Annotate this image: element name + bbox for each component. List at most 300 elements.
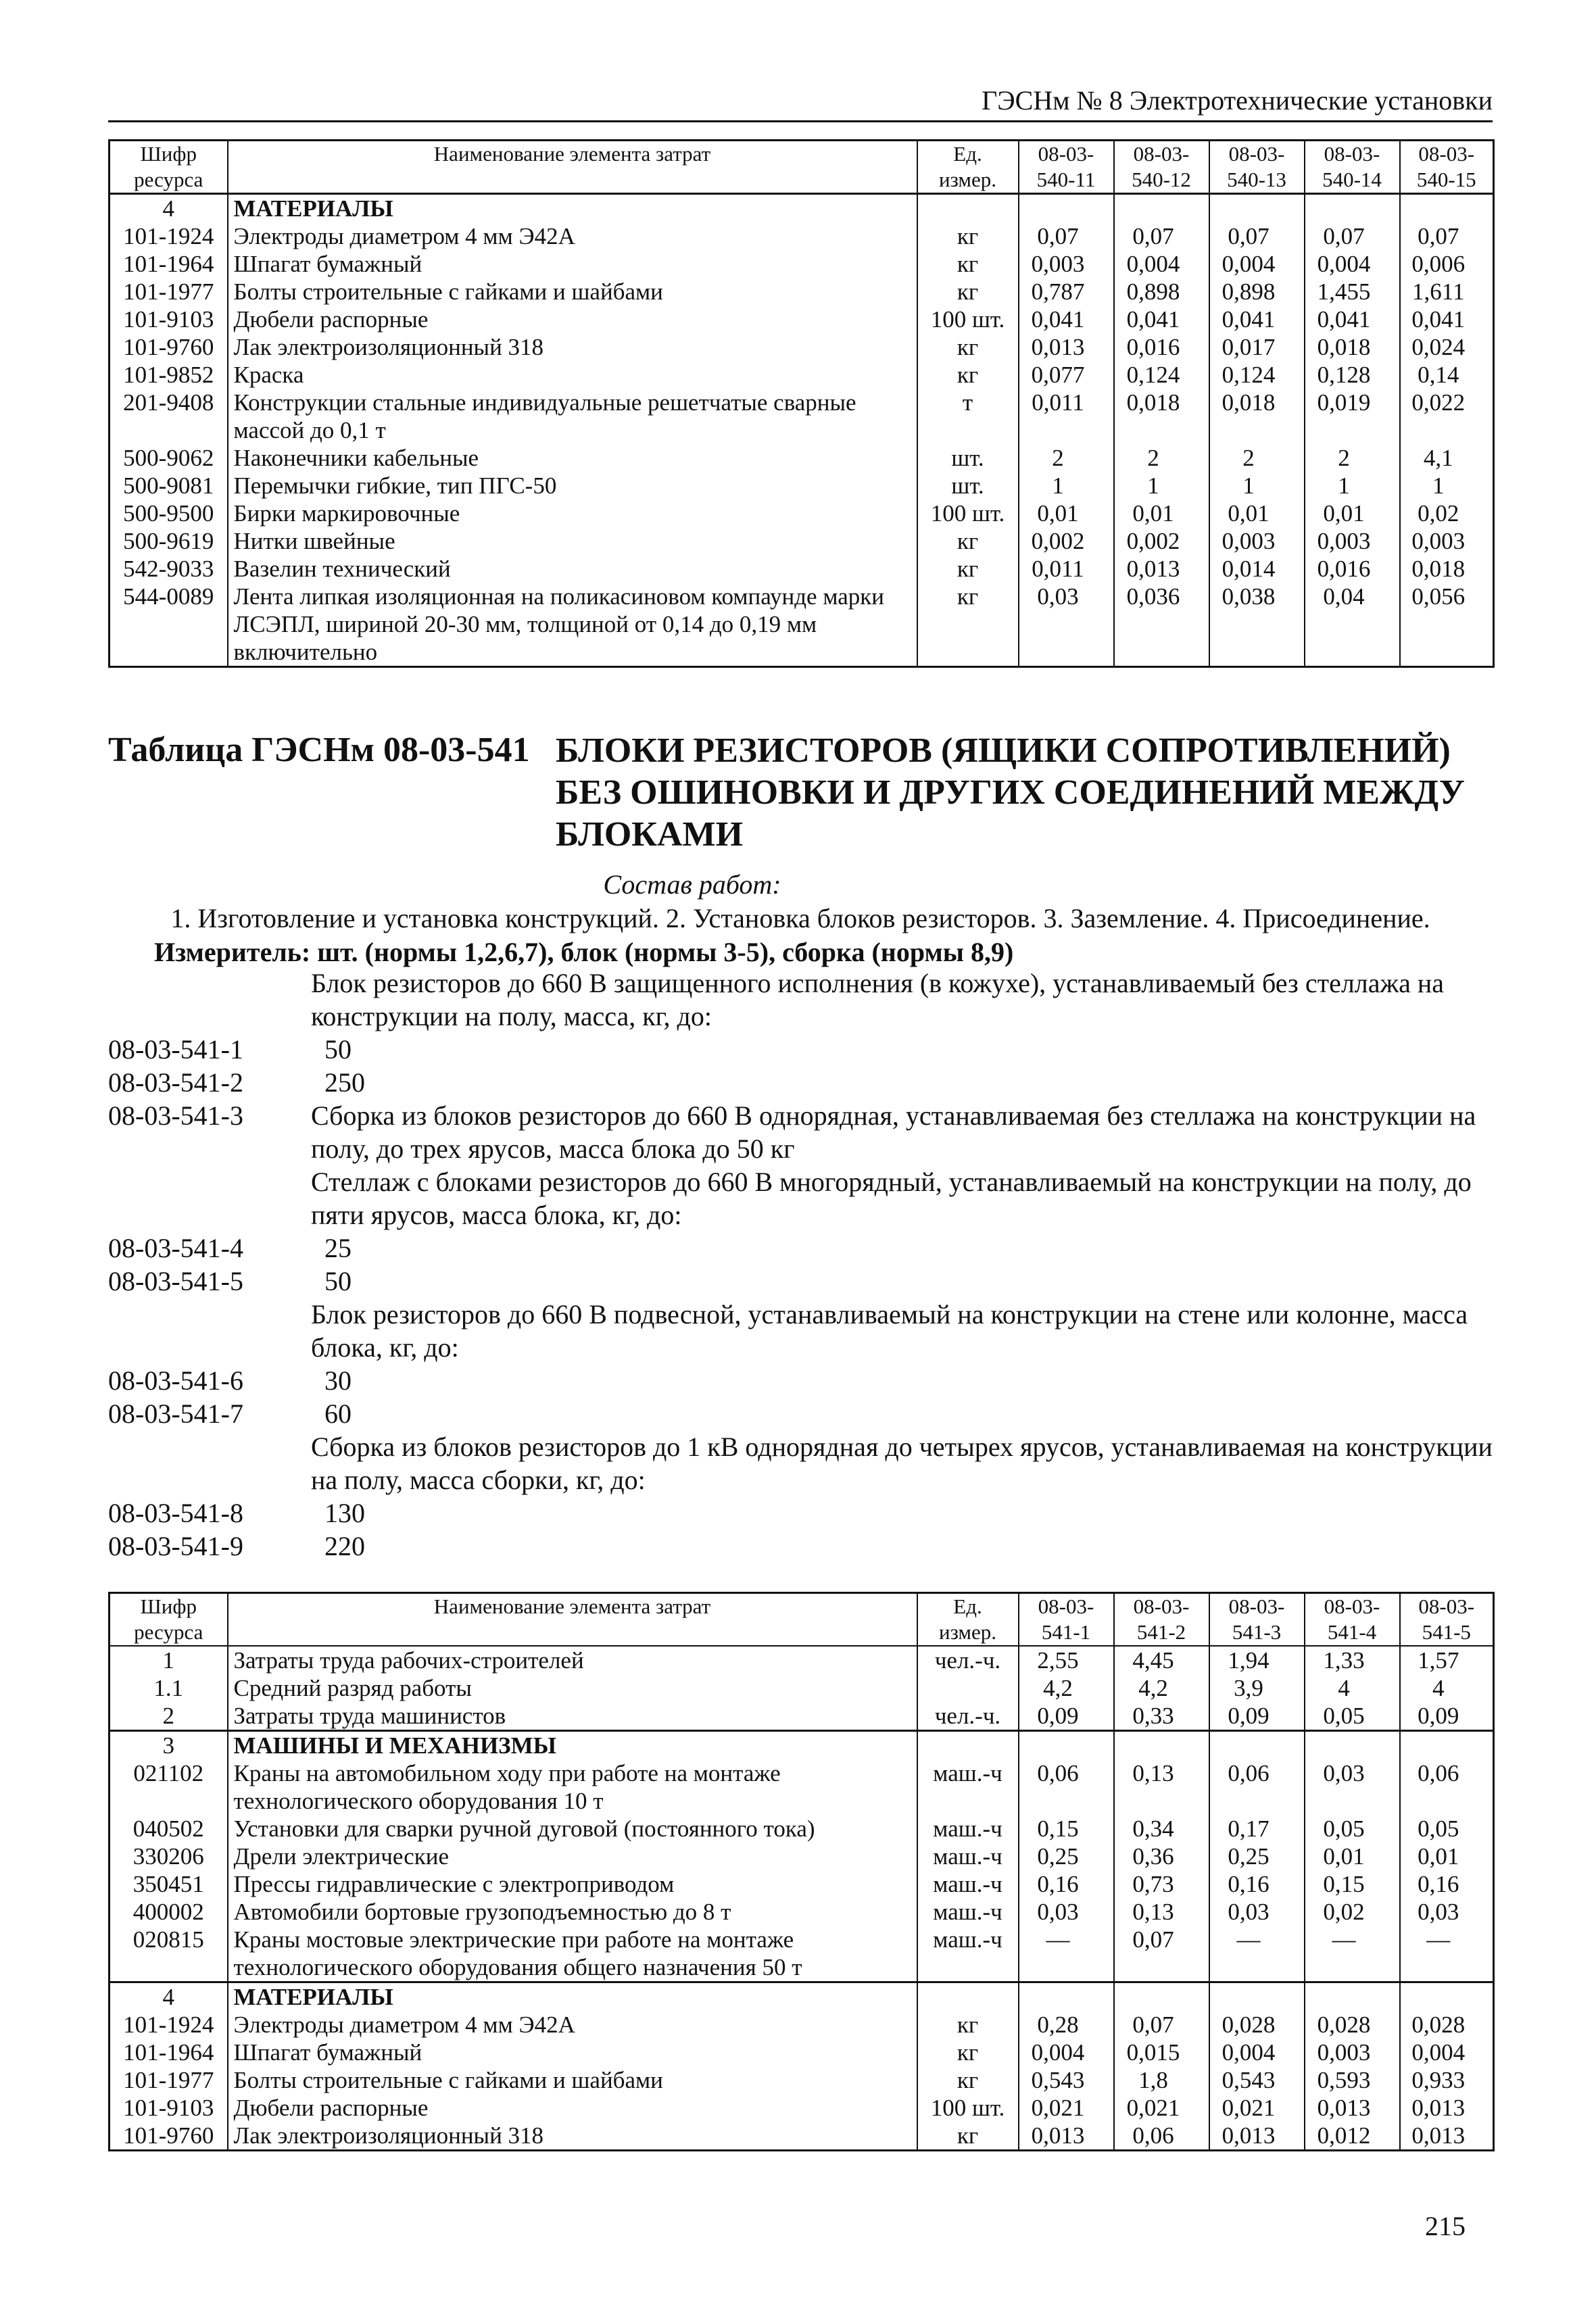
resource-value-text: 1 <box>1242 472 1255 499</box>
resource-value <box>1114 361 1209 389</box>
resource-code: 101-1924 <box>110 222 228 250</box>
resource-value-text: 0,25 <box>1228 1843 1269 1870</box>
resource-value-text: 0,003 <box>1317 528 1371 554</box>
resource-value <box>1209 333 1305 361</box>
norm-text: 130 <box>324 1498 365 1528</box>
resource-value-text: 0,73 <box>1132 1871 1174 1897</box>
resource-value-text: 0,07 <box>1132 2012 1174 2038</box>
resource-code: 101-1977 <box>110 2066 228 2094</box>
resource-value <box>1400 2066 1494 2094</box>
resource-value <box>1305 1646 1400 1674</box>
resource-unit: маш.-ч <box>917 1815 1019 1843</box>
resource-unit: кг <box>917 2122 1019 2151</box>
resource-value-text: 0,041 <box>1317 306 1371 333</box>
resource-value <box>1400 1926 1494 1982</box>
resource-value-text: 0,03 <box>1228 1899 1269 1925</box>
resource-value-text: 0,056 <box>1411 583 1466 610</box>
resource-value-text: 0,15 <box>1037 1816 1079 1842</box>
resource-value-text: 0,01 <box>1418 1843 1459 1870</box>
resource-value <box>1019 389 1114 444</box>
resource-unit: чел.-ч. <box>917 1702 1019 1731</box>
resource-value-text: 0,124 <box>1126 362 1180 388</box>
empty-cell <box>1305 1731 1400 1760</box>
resource-value <box>1019 527 1114 555</box>
resource-code: 500-9500 <box>110 499 228 527</box>
resource-unit: кг <box>917 222 1019 250</box>
norm-text: 220 <box>324 1531 365 1561</box>
resource-unit: кг <box>917 583 1019 667</box>
resource-unit: 100 шт. <box>917 499 1019 527</box>
norm-code: 08-03-541-8 <box>108 1498 243 1528</box>
table-row <box>110 583 1494 667</box>
table-row <box>110 1674 1494 1702</box>
resource-value-text: 0,036 <box>1126 583 1180 610</box>
norm-text: Сборка из блоков резисторов до 1 кВ однорядная до четырех ярусов, устанавливаемая на конструкции на полу, масса сборки, кг, до: <box>311 1432 1493 1495</box>
resource-value <box>1400 1674 1494 1702</box>
resource-value-text: 0,022 <box>1411 389 1466 416</box>
section-row <box>110 1731 1494 1760</box>
resource-value-text: 0,02 <box>1323 1899 1365 1925</box>
norm-code: 08-03-541-1 <box>108 1034 243 1065</box>
resource-value-text: 0,07 <box>1037 223 1079 249</box>
empty-cell <box>1019 1982 1114 2012</box>
resource-value-text: 0,004 <box>1222 2039 1276 2066</box>
resource-code: 101-1964 <box>110 250 228 278</box>
table-row <box>110 1702 1494 1731</box>
norm-text: 60 <box>324 1398 352 1429</box>
resource-code: 101-9103 <box>110 2094 228 2122</box>
resource-value-text: 0,16 <box>1228 1871 1269 1897</box>
column-header-norm: 08-03-540-12 <box>1114 141 1209 194</box>
table-row <box>110 555 1494 583</box>
resource-unit: кг <box>917 250 1019 278</box>
resource-value-text: 4 <box>1338 1675 1350 1701</box>
resource-value <box>1019 499 1114 527</box>
resource-value-text: 0,06 <box>1418 1760 1459 1786</box>
resource-code: 101-9103 <box>110 306 228 333</box>
resource-value-text: 0,011 <box>1032 389 1084 416</box>
resource-value <box>1209 555 1305 583</box>
section-row <box>110 194 1494 223</box>
resource-value <box>1400 555 1494 583</box>
resource-value <box>1305 1702 1400 1731</box>
resource-code: 350451 <box>110 1870 228 1898</box>
resource-value <box>1019 1674 1114 1702</box>
resource-value <box>1209 1926 1305 1982</box>
table-title: БЛОКИ РЕЗИСТОРОВ (ЯЩИКИ СОПРОТИВЛЕНИЙ) БЕЗ ОШИНОВКИ И ДРУГИХ СОЕДИНЕНИЙ МЕЖДУ БЛОКАМИ <box>556 731 1465 854</box>
resource-value-text: 0,07 <box>1132 1926 1174 1953</box>
resource-value <box>1400 2011 1494 2039</box>
resource-value <box>1400 1702 1494 1731</box>
resource-value <box>1209 1898 1305 1926</box>
table-row <box>110 499 1494 527</box>
resource-value-text: 0,03 <box>1037 1899 1079 1925</box>
resource-value <box>1209 1815 1305 1843</box>
resource-value <box>1400 2122 1494 2151</box>
norms-list <box>108 967 1493 1563</box>
resource-code: 500-9062 <box>110 444 228 472</box>
resource-code: 1 <box>110 1646 228 1674</box>
resource-value-text: 0,017 <box>1222 334 1276 360</box>
resource-value-text: 0,021 <box>1222 2095 1276 2121</box>
resource-value <box>1114 1926 1209 1982</box>
resource-value <box>1209 250 1305 278</box>
resource-value <box>1114 306 1209 333</box>
composition-title: Состав работ: <box>603 869 781 900</box>
resource-value <box>1400 2094 1494 2122</box>
resource-value <box>1305 1815 1400 1843</box>
resource-name: Дюбели распорные <box>228 306 917 333</box>
resource-value-text: 0,004 <box>1126 251 1180 277</box>
resource-unit: т <box>917 389 1019 444</box>
resource-value-text: 0,03 <box>1323 1760 1365 1786</box>
resource-value <box>1305 2094 1400 2122</box>
resource-value <box>1019 583 1114 667</box>
resource-unit: чел.-ч. <box>917 1646 1019 1674</box>
resource-value-text: 0,124 <box>1222 362 1276 388</box>
resource-table-540 <box>108 139 1495 668</box>
resource-value-text: 1,455 <box>1317 278 1371 305</box>
table-row <box>110 527 1494 555</box>
resource-value <box>1114 583 1209 667</box>
resource-value <box>1209 1646 1305 1674</box>
norm-text: 25 <box>324 1233 352 1263</box>
resource-value <box>1305 1674 1400 1702</box>
resource-value-text: 0,013 <box>1031 334 1085 360</box>
resource-value <box>1400 1843 1494 1870</box>
resource-value-text: 0,16 <box>1418 1871 1459 1897</box>
table-row <box>110 2094 1494 2122</box>
resource-value <box>1114 2011 1209 2039</box>
resource-value-text: 0,003 <box>1411 528 1466 554</box>
resource-value <box>1019 2039 1114 2066</box>
table-row <box>110 2122 1494 2151</box>
resource-value-text: 0,02 <box>1418 500 1459 527</box>
resource-value-text: 0,33 <box>1132 1703 1174 1729</box>
resource-value-text: 0,543 <box>1222 2067 1276 2093</box>
resource-value-text: 0,01 <box>1323 500 1365 527</box>
resource-value <box>1305 278 1400 306</box>
resource-value-text: 2 <box>1052 445 1064 471</box>
resource-value-text: 0,013 <box>1411 2122 1466 2149</box>
resource-value <box>1019 222 1114 250</box>
resource-name: Болты строительные с гайками и шайбами <box>228 2066 917 2094</box>
resource-value-text: 0,019 <box>1317 389 1371 416</box>
resource-value-text: 0,09 <box>1418 1703 1459 1729</box>
resource-name: Бирки маркировочные <box>228 499 917 527</box>
resource-value-text: 3,9 <box>1234 1675 1263 1701</box>
resource-value <box>1114 1898 1209 1926</box>
resource-value <box>1114 2122 1209 2151</box>
resource-name: Затраты труда машинистов <box>228 1702 917 1731</box>
resource-value <box>1019 1843 1114 1870</box>
norm-code: 08-03-541-9 <box>108 1531 243 1561</box>
resource-value <box>1305 444 1400 472</box>
resource-name: Средний разряд работы <box>228 1674 917 1702</box>
empty-cell <box>1305 1982 1400 2012</box>
resource-value-text: 0,13 <box>1132 1760 1174 1786</box>
resource-value <box>1019 333 1114 361</box>
resource-code: 101-9852 <box>110 361 228 389</box>
resource-value <box>1019 472 1114 499</box>
resource-value <box>1019 1815 1114 1843</box>
resource-name: Лента липкая изоляционная на поликасиновом компаунде марки ЛСЭПЛ, шириной 20-30 мм, толщиной от 0,14 до 0,19 мм включительно <box>228 583 917 667</box>
resource-value <box>1114 499 1209 527</box>
resource-value <box>1019 2066 1114 2094</box>
empty-cell <box>1019 1731 1114 1760</box>
resource-value <box>1305 1843 1400 1870</box>
resource-value <box>1305 2122 1400 2151</box>
resource-value <box>1209 444 1305 472</box>
norm-text: Блок резисторов до 660 В подвесной, устанавливаемый на конструкции на стене или колонне, масса блока, кг, до: <box>311 1299 1468 1363</box>
resource-value-text: 0,07 <box>1418 223 1459 249</box>
resource-value-text: 0,002 <box>1031 528 1085 554</box>
resource-value-text: 0,002 <box>1126 528 1180 554</box>
resource-value <box>1305 306 1400 333</box>
resource-value <box>1305 2066 1400 2094</box>
resource-value <box>1114 1843 1209 1870</box>
running-header <box>108 81 1493 122</box>
resource-value-text: 0,018 <box>1317 334 1371 360</box>
resource-value-text: 0,34 <box>1132 1816 1174 1842</box>
section-code: 3 <box>110 1731 228 1760</box>
resource-value <box>1400 1646 1494 1674</box>
resource-value-text: — <box>1332 1926 1356 1953</box>
empty-cell <box>1209 194 1305 223</box>
resource-value <box>1400 278 1494 306</box>
resource-code: 020815 <box>110 1926 228 1982</box>
norm-text: 250 <box>324 1067 365 1098</box>
resource-name: Перемычки гибкие, тип ПГС-50 <box>228 472 917 499</box>
resource-value <box>1019 2011 1114 2039</box>
resource-value <box>1019 444 1114 472</box>
resource-value-text: 1 <box>1338 472 1350 499</box>
resource-value <box>1209 2094 1305 2122</box>
resource-value <box>1209 1702 1305 1731</box>
resource-value <box>1209 2011 1305 2039</box>
resource-value-text: 0,006 <box>1411 251 1466 277</box>
resource-value-text: 4,2 <box>1043 1675 1073 1701</box>
resource-value-text: 2 <box>1242 445 1255 471</box>
norm-item <box>108 1265 1493 1298</box>
resource-value <box>1114 1646 1209 1674</box>
norm-item <box>108 1397 1493 1430</box>
resource-value <box>1114 222 1209 250</box>
resource-value <box>1400 222 1494 250</box>
resource-value <box>1209 278 1305 306</box>
table-row <box>110 1870 1494 1898</box>
resource-value-text: 0,041 <box>1411 306 1466 333</box>
resource-value <box>1114 333 1209 361</box>
resource-value <box>1019 1898 1114 1926</box>
resource-code: 1.1 <box>110 1674 228 1702</box>
resource-value <box>1114 389 1209 444</box>
resource-unit <box>917 1674 1019 1702</box>
resource-value-text: 1,33 <box>1323 1647 1365 1674</box>
resource-unit: маш.-ч <box>917 1926 1019 1982</box>
column-header-norm: 08-03-541-4 <box>1305 1593 1400 1647</box>
resource-value <box>1114 472 1209 499</box>
resource-value-text: 0,004 <box>1031 2039 1085 2066</box>
resource-value-text: 0,01 <box>1132 500 1174 527</box>
resource-value <box>1400 527 1494 555</box>
resource-value <box>1209 472 1305 499</box>
resource-value-text: 0,01 <box>1037 500 1079 527</box>
resource-value <box>1400 361 1494 389</box>
resource-value <box>1209 583 1305 667</box>
table-row <box>110 306 1494 333</box>
resource-unit: 100 шт. <box>917 2094 1019 2122</box>
section-name: МАТЕРИАЛЫ <box>228 194 917 223</box>
resource-value-text: 0,013 <box>1222 2122 1276 2149</box>
resource-code: 101-1977 <box>110 278 228 306</box>
resource-name: Лак электроизоляционный 318 <box>228 333 917 361</box>
resource-value-text: 0,041 <box>1126 306 1180 333</box>
resource-value <box>1400 444 1494 472</box>
norm-item <box>108 1530 1493 1563</box>
resource-value <box>1114 1759 1209 1815</box>
resource-value-text: 0,038 <box>1222 583 1276 610</box>
resource-value <box>1114 1870 1209 1898</box>
norm-item <box>108 1430 1493 1496</box>
resource-value <box>1019 555 1114 583</box>
resource-value <box>1400 1759 1494 1815</box>
resource-unit: кг <box>917 333 1019 361</box>
norm-text: 30 <box>324 1365 352 1396</box>
resource-value <box>1019 250 1114 278</box>
norm-code <box>108 967 311 1033</box>
norm-code: 08-03-541-4 <box>108 1233 243 1263</box>
resource-value-text: 0,05 <box>1323 1703 1365 1729</box>
resource-value-text: 1,611 <box>1412 278 1465 305</box>
resource-value <box>1019 1702 1114 1731</box>
resource-value-text: 4,1 <box>1423 445 1453 471</box>
resource-name: Краска <box>228 361 917 389</box>
resource-name: Дрели электрические <box>228 1843 917 1870</box>
meter-text: Измеритель: шт. (нормы 1,2,6,7), блок (нормы 3-5), сборка (нормы 8,9) <box>154 937 1014 967</box>
resource-value <box>1114 527 1209 555</box>
norm-text: 50 <box>324 1034 352 1065</box>
norm-item <box>108 1033 1493 1066</box>
resource-value-text: 1 <box>1052 472 1064 499</box>
table-row <box>110 1898 1494 1926</box>
column-header-unit: Ед. измер. <box>917 141 1019 194</box>
resource-value <box>1209 361 1305 389</box>
resource-value-text: 0,041 <box>1031 306 1085 333</box>
resource-value-text: 0,028 <box>1222 2012 1276 2038</box>
resource-value-text: 2,55 <box>1037 1647 1079 1674</box>
resource-value <box>1305 333 1400 361</box>
norm-text: Стеллаж с блоками резисторов до 660 В многорядный, устанавливаемый на конструкции на полу, до пяти ярусов, масса блока, кг, до: <box>311 1167 1472 1230</box>
resource-value-text: 0,018 <box>1411 556 1466 582</box>
table-row <box>110 333 1494 361</box>
resource-value-text: — <box>1236 1926 1261 1953</box>
table-row <box>110 1843 1494 1870</box>
norm-code: 08-03-541-2 <box>108 1067 243 1098</box>
resource-value <box>1209 2039 1305 2066</box>
column-header-code: Шифр ресурса <box>110 141 228 194</box>
norm-item <box>108 1496 1493 1530</box>
resource-value <box>1400 1815 1494 1843</box>
header-row <box>110 141 1494 194</box>
table-row <box>110 361 1494 389</box>
resource-value <box>1114 1815 1209 1843</box>
resource-value <box>1019 1926 1114 1982</box>
resource-unit: маш.-ч <box>917 1843 1019 1870</box>
resource-code: 400002 <box>110 1898 228 1926</box>
resource-value-text: 4,45 <box>1132 1647 1174 1674</box>
resource-value <box>1019 1759 1114 1815</box>
resource-value-text: 0,016 <box>1317 556 1371 582</box>
resource-value-text: 0,15 <box>1323 1871 1365 1897</box>
resource-table-541 <box>108 1592 1495 2151</box>
resource-value <box>1305 1759 1400 1815</box>
resource-value <box>1305 583 1400 667</box>
resource-value <box>1400 250 1494 278</box>
resource-value-text: 0,05 <box>1323 1816 1365 1842</box>
resource-value-text: 0,077 <box>1031 362 1085 388</box>
empty-cell <box>1400 1982 1494 2012</box>
norm-code: 08-03-541-6 <box>108 1365 243 1396</box>
resource-value-text: 0,898 <box>1222 278 1276 305</box>
empty-cell <box>1114 194 1209 223</box>
empty-cell <box>917 1982 1019 2012</box>
resource-code: 330206 <box>110 1843 228 1870</box>
column-header-norm: 08-03-541-5 <box>1400 1593 1494 1647</box>
resource-value <box>1209 499 1305 527</box>
resource-value-text: 0,041 <box>1222 306 1276 333</box>
table-row <box>110 2066 1494 2094</box>
resource-unit: маш.-ч <box>917 1898 1019 1926</box>
resource-value <box>1400 1870 1494 1898</box>
resource-value-text: 0,17 <box>1228 1816 1269 1842</box>
resource-value-text: 0,06 <box>1228 1760 1269 1786</box>
resource-unit: маш.-ч <box>917 1870 1019 1898</box>
resource-code: 101-9760 <box>110 333 228 361</box>
resource-code: 201-9408 <box>110 389 228 444</box>
resource-value-text: 1 <box>1432 472 1445 499</box>
resource-value-text: 0,543 <box>1031 2067 1085 2093</box>
resource-value <box>1019 278 1114 306</box>
resource-name: Вазелин технический <box>228 555 917 583</box>
resource-unit: кг <box>917 2066 1019 2094</box>
resource-value-text: 0,07 <box>1132 223 1174 249</box>
resource-value-text: 0,25 <box>1037 1843 1079 1870</box>
resource-value <box>1400 2039 1494 2066</box>
resource-value-text: 0,028 <box>1411 2012 1466 2038</box>
resource-value-text: 0,004 <box>1317 251 1371 277</box>
column-header-norm: 08-03-541-1 <box>1019 1593 1114 1647</box>
resource-code: 500-9081 <box>110 472 228 499</box>
resource-code: 021102 <box>110 1759 228 1815</box>
resource-value-text: 1,94 <box>1228 1647 1269 1674</box>
table-row <box>110 1815 1494 1843</box>
empty-cell <box>1019 194 1114 223</box>
resource-value <box>1209 222 1305 250</box>
resource-code: 542-9033 <box>110 555 228 583</box>
resource-value-text: 0,03 <box>1037 583 1079 610</box>
resource-value <box>1305 2011 1400 2039</box>
resource-value-text: 2 <box>1147 445 1159 471</box>
resource-value-text: 0,933 <box>1411 2067 1466 2093</box>
resource-value-text: 0,013 <box>1317 2095 1371 2121</box>
resource-value <box>1019 2094 1114 2122</box>
resource-name: Дюбели распорные <box>228 2094 917 2122</box>
resource-unit: шт. <box>917 444 1019 472</box>
norm-text: Сборка из блоков резисторов до 660 В однорядная, устанавливаемая без стеллажа на конструкции на полу, до трех ярусов, масса блока до 50 кг <box>311 1100 1476 1164</box>
table-row <box>110 389 1494 444</box>
resource-value <box>1400 1898 1494 1926</box>
